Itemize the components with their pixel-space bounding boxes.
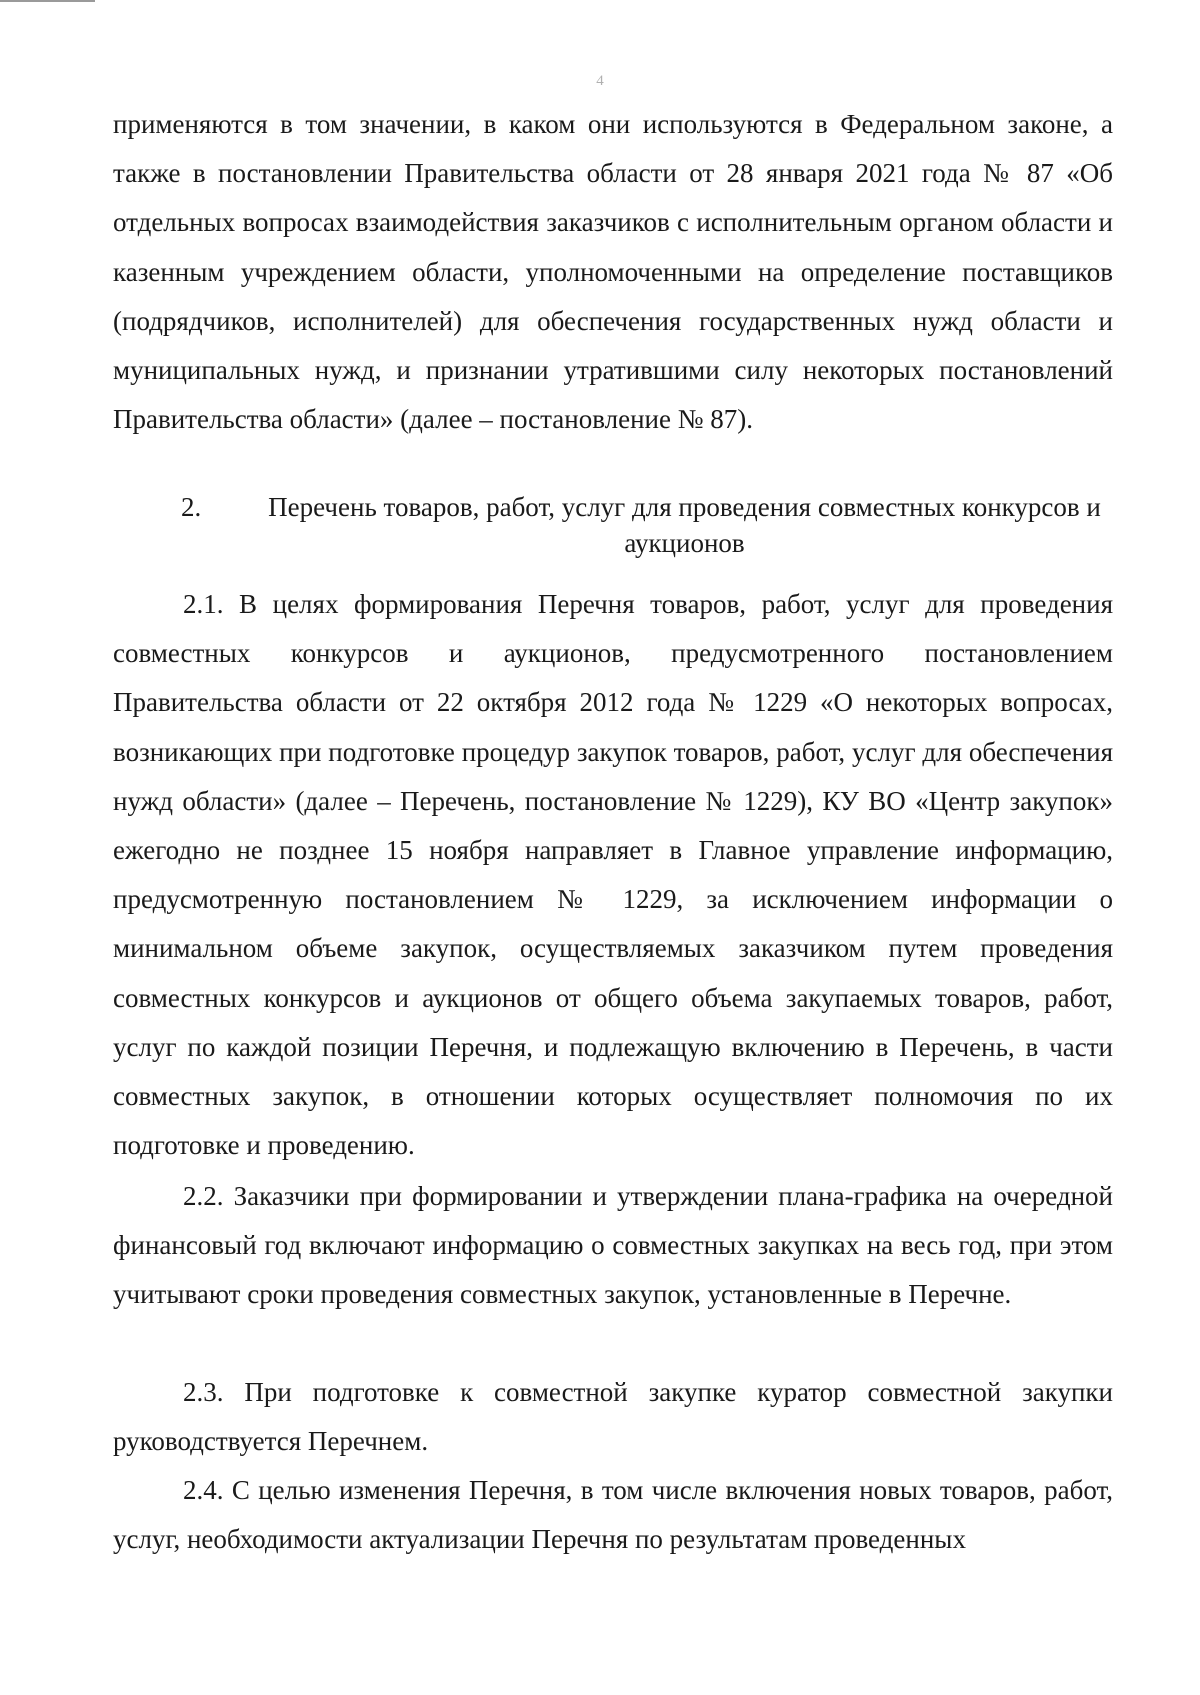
paragraph-2-3 <box>113 1368 1113 1466</box>
section-title: Перечень товаров, работ, услуг для проведения совместных конкурсов и аукционов <box>268 492 1101 558</box>
paragraph-text: 2.4. С целью изменения Перечня, в том числе включения новых товаров, работ, услуг, необходимости актуализации Перечня по результатам проведенных <box>113 1475 1113 1555</box>
intro-text: применяются в том значении, в каком они используются в Федеральном законе, а также в постановлении Правительства области от 28 января 2021 года № 87 «Об отдельных вопросах взаимодействия заказчиков с исполнительным органом области и казенным учреждением области, уполномоченными на определение поставщиков (подрядчиков, исполнителей) для обеспечения государственных нужд области и муниципальных нужд, и признании утратившими силу некоторых постановлений Правительства области» (далее – постановление № 87). <box>113 109 1113 435</box>
section-heading <box>113 489 1113 561</box>
paragraph-2-1 <box>113 580 1113 1170</box>
paragraph-text: 2.1. В целях формирования Перечня товаров, работ, услуг для проведения совместных конкурсов и аукционов, предусмотренного постановлением Правительства области от 22 октября 2012 года № 1229 «О некоторых вопросах, возникающих при подготовке процедур закупок товаров, работ, услуг для обеспечения нужд области» (далее – Перечень, постановление № 1229), КУ ВО «Центр закупок» ежегодно не позднее 15 ноября направляет в Главное управление информацию, предусмотренную постановлением № 1229, за исключением информации о минимальном объеме закупок, осуществляемых заказчиком путем проведения совместных конкурсов и аукционов от общего объема закупаемых товаров, работ, услуг по каждой позиции Перечня, и подлежащую включению в Перечень, в части совместных закупок, в отношении которых осуществляет полномочия по их подготовке и проведению. <box>113 589 1113 1161</box>
paragraph-text: 2.2. Заказчики при формировании и утверждении плана-графика на очередной финансовый год включают информацию о совместных закупках на весь год, при этом учитывают сроки проведения совместных закупок, установленные в Перечне. <box>113 1181 1113 1310</box>
intro-paragraph <box>113 100 1113 444</box>
paragraph-2-2 <box>113 1172 1113 1320</box>
scan-corner-mark <box>0 0 95 2</box>
page-number: 4 <box>596 73 604 89</box>
section-number: 2. <box>181 492 202 522</box>
paragraph-2-4 <box>113 1466 1113 1564</box>
paragraph-text: 2.3. При подготовке к совместной закупке куратор совместной закупки руководствуется Перечнем. <box>113 1377 1113 1457</box>
